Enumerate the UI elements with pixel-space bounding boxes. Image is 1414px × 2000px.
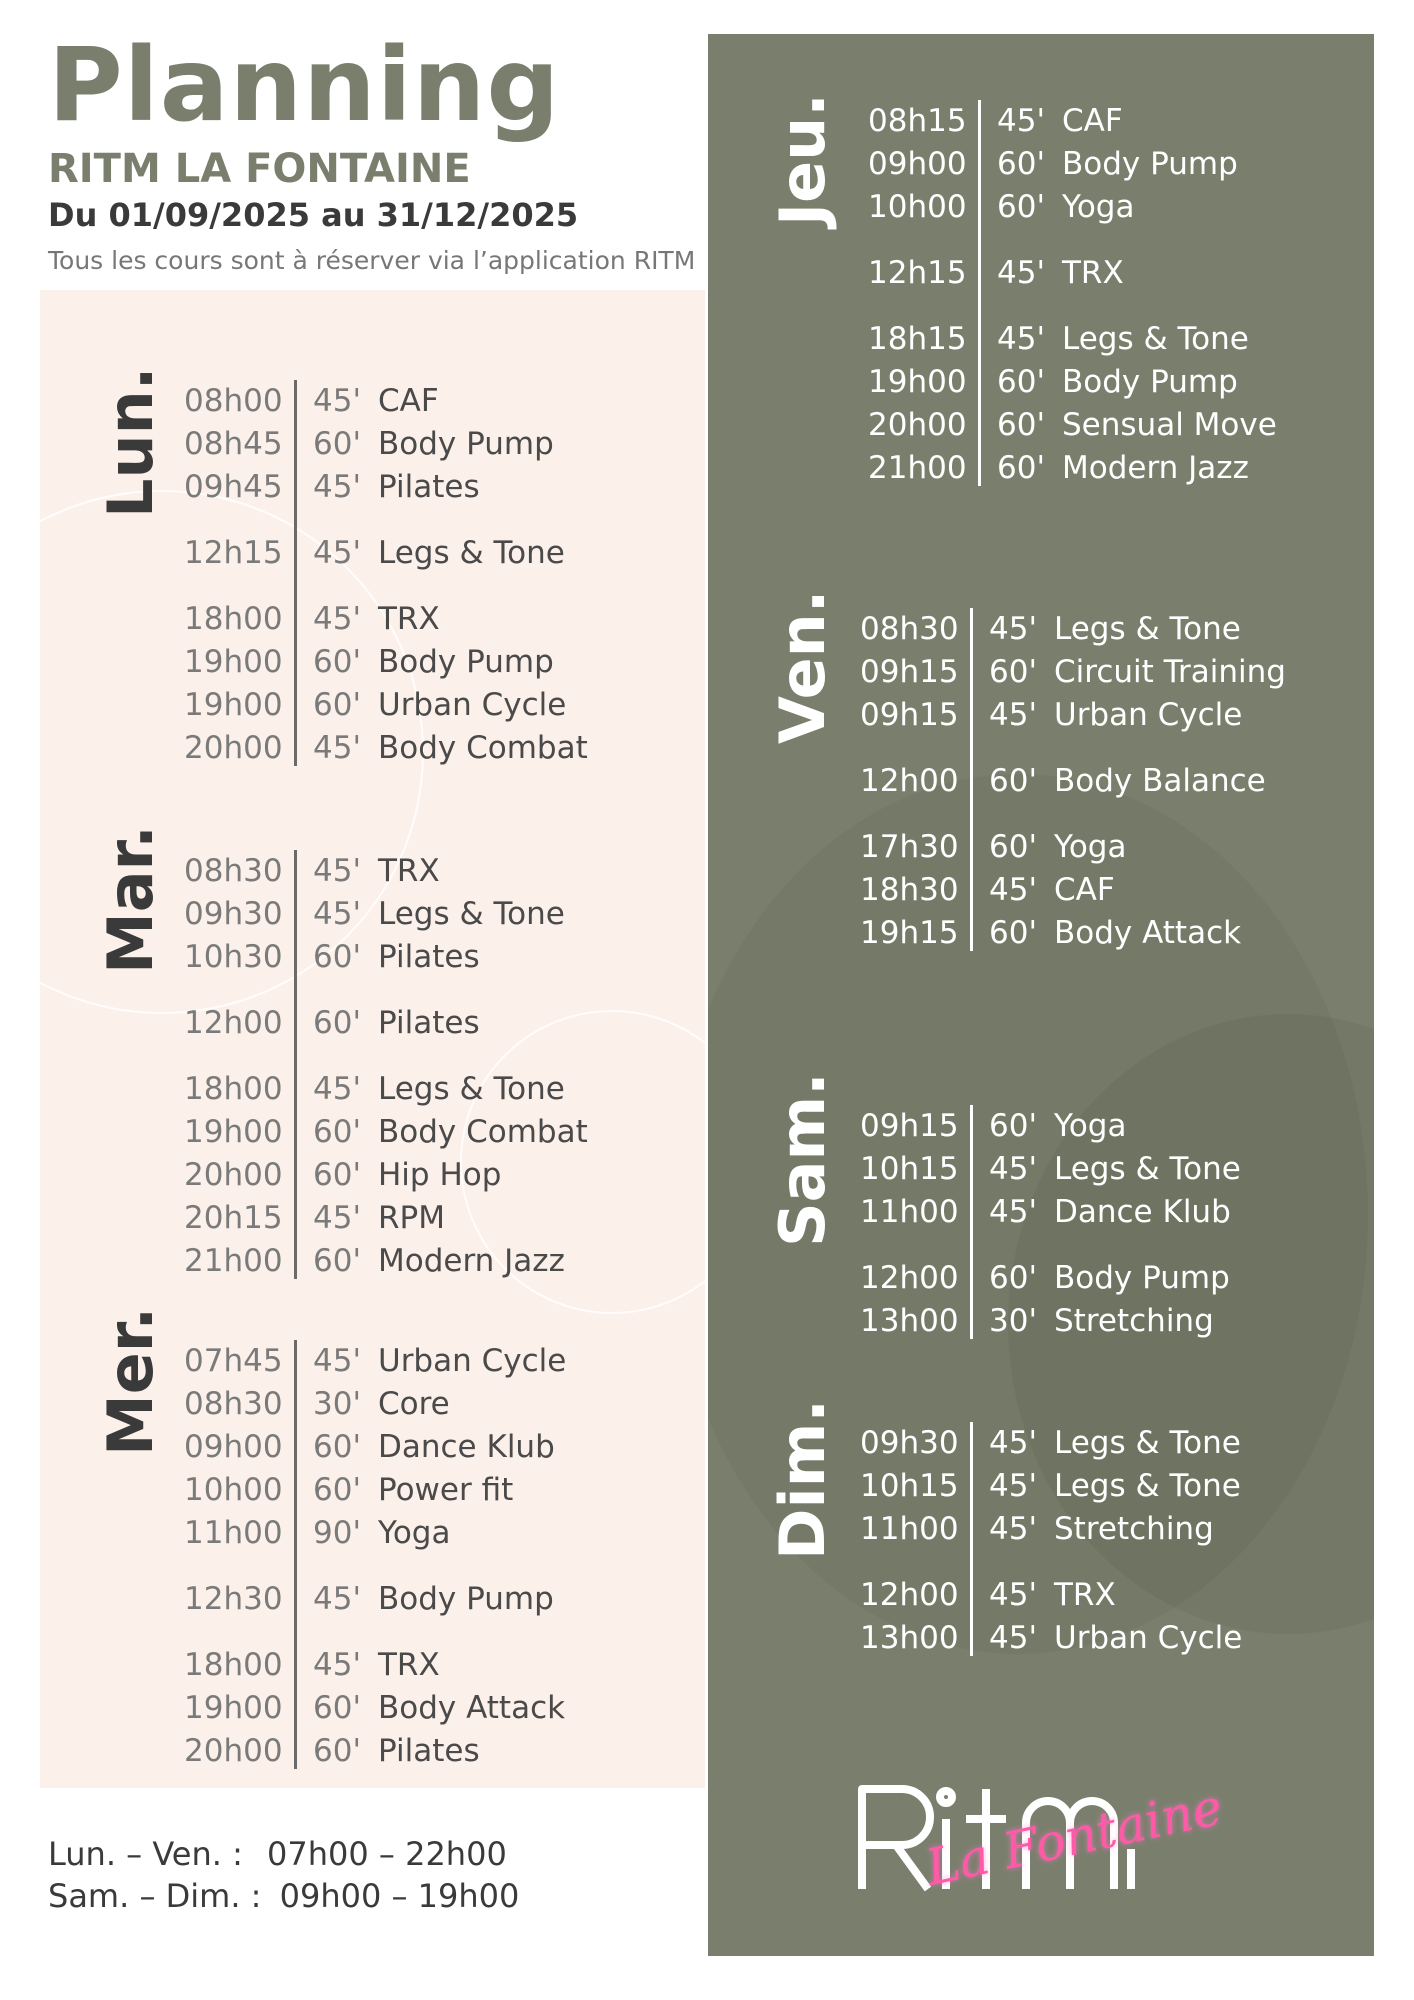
session-time: 08h30: [860, 611, 959, 647]
session-duration: 45': [989, 1511, 1037, 1547]
day-divider-line: [970, 1105, 973, 1339]
session-duration: 45': [989, 1151, 1037, 1187]
session-time: 20h00: [184, 730, 283, 766]
session-course: TRX: [378, 853, 440, 889]
session-duration: 60': [313, 1157, 361, 1193]
session-course: Yoga: [1054, 829, 1127, 865]
session-duration: 45': [313, 601, 361, 637]
session-course: Sensual Move: [1062, 407, 1277, 443]
session-duration: 45': [989, 697, 1037, 733]
session-duration: 60': [313, 939, 361, 975]
session-time: 08h30: [184, 853, 283, 889]
session-duration: 60': [989, 1260, 1037, 1296]
day-label: Mer.: [94, 1306, 167, 1456]
session-duration: 60': [313, 1429, 361, 1465]
session-course: Pilates: [378, 1733, 480, 1769]
session-time: 19h15: [860, 915, 959, 951]
session-duration: 45': [313, 896, 361, 932]
session-time: 09h30: [860, 1425, 959, 1461]
session-duration: 45': [313, 1647, 361, 1683]
session-time: 09h15: [860, 1108, 959, 1144]
session-duration: 60': [997, 146, 1045, 182]
day-divider-line: [970, 608, 973, 951]
session-course: Stretching: [1054, 1303, 1214, 1339]
session-duration: 60': [313, 1733, 361, 1769]
session-time: 20h00: [184, 1157, 283, 1193]
day-divider-line: [294, 850, 297, 1279]
session-time: 09h30: [184, 896, 283, 932]
session-course: Urban Cycle: [378, 687, 567, 723]
session-time: 18h00: [184, 601, 283, 637]
session-course: Body Pump: [1062, 146, 1238, 182]
session-course: Legs & Tone: [1054, 1425, 1241, 1461]
session-time: 09h15: [860, 697, 959, 733]
session-time: 20h15: [184, 1200, 283, 1236]
session-course: Body Attack: [378, 1690, 566, 1726]
session-duration: 45': [313, 853, 361, 889]
day-label: Dim.: [766, 1399, 839, 1560]
session-time: 19h00: [184, 1114, 283, 1150]
session-duration: 45': [313, 469, 361, 505]
session-duration: 45': [313, 383, 361, 419]
session-duration: 45': [313, 535, 361, 571]
session-duration: 60': [989, 829, 1037, 865]
session-duration: 60': [313, 426, 361, 462]
session-course: TRX: [378, 601, 440, 637]
left-schedule-panel: [40, 290, 705, 1788]
session-course: Body Pump: [378, 644, 554, 680]
session-course: Yoga: [1062, 189, 1135, 225]
session-time: 11h00: [860, 1511, 959, 1547]
session-duration: 45': [997, 255, 1045, 291]
hours-label: Lun. – Ven. :: [48, 1835, 243, 1873]
day-divider-line: [970, 1422, 973, 1656]
session-course: Dance Klub: [378, 1429, 555, 1465]
session-time: 19h00: [184, 644, 283, 680]
session-duration: 30': [989, 1303, 1037, 1339]
session-course: CAF: [378, 383, 439, 419]
session-course: Body Combat: [378, 730, 588, 766]
session-duration: 45': [989, 1620, 1037, 1656]
session-duration: 60': [313, 644, 361, 680]
session-time: 20h00: [868, 407, 967, 443]
session-duration: 60': [997, 450, 1045, 486]
session-time: 08h15: [868, 103, 967, 139]
session-course: TRX: [378, 1647, 440, 1683]
session-duration: 45': [313, 1343, 361, 1379]
session-duration: 45': [313, 1581, 361, 1617]
session-duration: 45': [313, 730, 361, 766]
session-time: 18h30: [860, 872, 959, 908]
session-course: RPM: [378, 1200, 445, 1236]
day-divider-line: [978, 100, 981, 486]
session-time: 21h00: [868, 450, 967, 486]
day-label: Lun.: [94, 366, 167, 518]
session-time: 12h00: [860, 1260, 959, 1296]
session-course: Pilates: [378, 939, 480, 975]
session-time: 19h00: [184, 1690, 283, 1726]
session-time: 10h15: [860, 1468, 959, 1504]
session-time: 11h00: [184, 1515, 283, 1551]
day-label: Sam.: [766, 1072, 839, 1247]
session-course: Yoga: [1054, 1108, 1127, 1144]
right-schedule-panel: [708, 34, 1374, 1956]
hours-value: 09h00 – 19h00: [279, 1877, 520, 1915]
session-time: 09h45: [184, 469, 283, 505]
session-time: 21h00: [184, 1243, 283, 1279]
hours-label: Sam. – Dim. :: [48, 1877, 262, 1915]
hours-value: 07h00 – 22h00: [267, 1835, 507, 1873]
booking-note: Tous les cours sont à réserver via l’application RITM: [48, 246, 696, 275]
session-course: Legs & Tone: [378, 896, 565, 932]
session-course: Dance Klub: [1054, 1194, 1231, 1230]
session-duration: 60': [989, 1108, 1037, 1144]
gym-name: RITM LA FONTAINE: [48, 146, 471, 192]
session-duration: 45': [313, 1071, 361, 1107]
session-course: Urban Cycle: [1054, 697, 1243, 733]
session-course: Legs & Tone: [1054, 1151, 1241, 1187]
session-time: 20h00: [184, 1733, 283, 1769]
session-course: Modern Jazz: [378, 1243, 565, 1279]
session-course: Circuit Training: [1054, 654, 1286, 690]
opening-hours-weekend: [48, 1877, 519, 1915]
session-course: Body Pump: [1062, 364, 1238, 400]
session-course: Urban Cycle: [378, 1343, 567, 1379]
session-duration: 60': [997, 189, 1045, 225]
session-time: 09h15: [860, 654, 959, 690]
session-duration: 45': [989, 1577, 1037, 1613]
session-time: 18h15: [868, 321, 967, 357]
session-course: CAF: [1054, 872, 1115, 908]
session-time: 10h30: [184, 939, 283, 975]
session-time: 12h15: [868, 255, 967, 291]
session-time: 08h00: [184, 383, 283, 419]
session-duration: 45': [989, 872, 1037, 908]
session-time: 10h00: [868, 189, 967, 225]
page-title: Planning: [48, 26, 561, 145]
session-duration: 60': [989, 915, 1037, 951]
session-course: Legs & Tone: [1062, 321, 1249, 357]
session-time: 10h15: [860, 1151, 959, 1187]
session-duration: 60': [989, 763, 1037, 799]
session-duration: 60': [313, 1005, 361, 1041]
session-time: 19h00: [868, 364, 967, 400]
logo-subtitle: La Fontaine: [920, 1777, 1228, 1897]
session-time: 09h00: [184, 1429, 283, 1465]
session-duration: 60': [997, 364, 1045, 400]
session-time: 12h30: [184, 1581, 283, 1617]
session-course: Legs & Tone: [378, 535, 565, 571]
session-course: Modern Jazz: [1062, 450, 1249, 486]
session-course: Legs & Tone: [1054, 1468, 1241, 1504]
session-duration: 45': [989, 1194, 1037, 1230]
opening-hours-weekday: [48, 1835, 507, 1873]
session-time: 12h15: [184, 535, 283, 571]
session-course: Pilates: [378, 1005, 480, 1041]
session-time: 10h00: [184, 1472, 283, 1508]
session-time: 19h00: [184, 687, 283, 723]
session-duration: 45': [989, 1425, 1037, 1461]
session-duration: 60': [313, 1690, 361, 1726]
session-time: 09h00: [868, 146, 967, 182]
session-duration: 60': [313, 1472, 361, 1508]
session-course: Yoga: [378, 1515, 451, 1551]
session-time: 07h45: [184, 1343, 283, 1379]
session-duration: 30': [313, 1386, 361, 1422]
session-course: Body Pump: [378, 426, 554, 462]
session-time: 18h00: [184, 1071, 283, 1107]
session-course: Legs & Tone: [378, 1071, 565, 1107]
session-course: Urban Cycle: [1054, 1620, 1243, 1656]
session-duration: 45': [313, 1200, 361, 1236]
session-course: Body Attack: [1054, 915, 1242, 951]
session-time: 08h45: [184, 426, 283, 462]
session-duration: 60': [313, 1243, 361, 1279]
session-course: Legs & Tone: [1054, 611, 1241, 647]
session-course: Body Balance: [1054, 763, 1266, 799]
session-duration: 90': [313, 1515, 361, 1551]
session-course: TRX: [1054, 1577, 1116, 1613]
session-course: Power fit: [378, 1472, 514, 1508]
session-duration: 45': [989, 1468, 1037, 1504]
session-duration: 60': [313, 1114, 361, 1150]
session-duration: 60': [313, 687, 361, 723]
day-label: Ven.: [766, 589, 839, 744]
day-divider-line: [294, 1340, 297, 1769]
day-label: Jeu.: [766, 93, 839, 226]
session-time: 12h00: [860, 1577, 959, 1613]
session-duration: 45': [997, 103, 1045, 139]
session-course: Hip Hop: [378, 1157, 502, 1193]
session-duration: 45': [989, 611, 1037, 647]
session-time: 08h30: [184, 1386, 283, 1422]
session-course: Core: [378, 1386, 450, 1422]
session-duration: 45': [997, 321, 1045, 357]
session-time: 11h00: [860, 1194, 959, 1230]
session-duration: 60': [997, 407, 1045, 443]
session-time: 17h30: [860, 829, 959, 865]
date-range: Du 01/09/2025 au 31/12/2025: [48, 196, 579, 234]
session-course: TRX: [1062, 255, 1124, 291]
session-time: 18h00: [184, 1647, 283, 1683]
session-course: Body Combat: [378, 1114, 588, 1150]
session-course: CAF: [1062, 103, 1123, 139]
session-course: Pilates: [378, 469, 480, 505]
session-course: Stretching: [1054, 1511, 1214, 1547]
day-label: Mar.: [94, 825, 167, 974]
day-divider-line: [294, 380, 297, 766]
session-time: 12h00: [860, 763, 959, 799]
session-course: Body Pump: [1054, 1260, 1230, 1296]
session-course: Body Pump: [378, 1581, 554, 1617]
session-time: 12h00: [184, 1005, 283, 1041]
session-time: 13h00: [860, 1620, 959, 1656]
session-duration: 60': [989, 654, 1037, 690]
session-time: 13h00: [860, 1303, 959, 1339]
